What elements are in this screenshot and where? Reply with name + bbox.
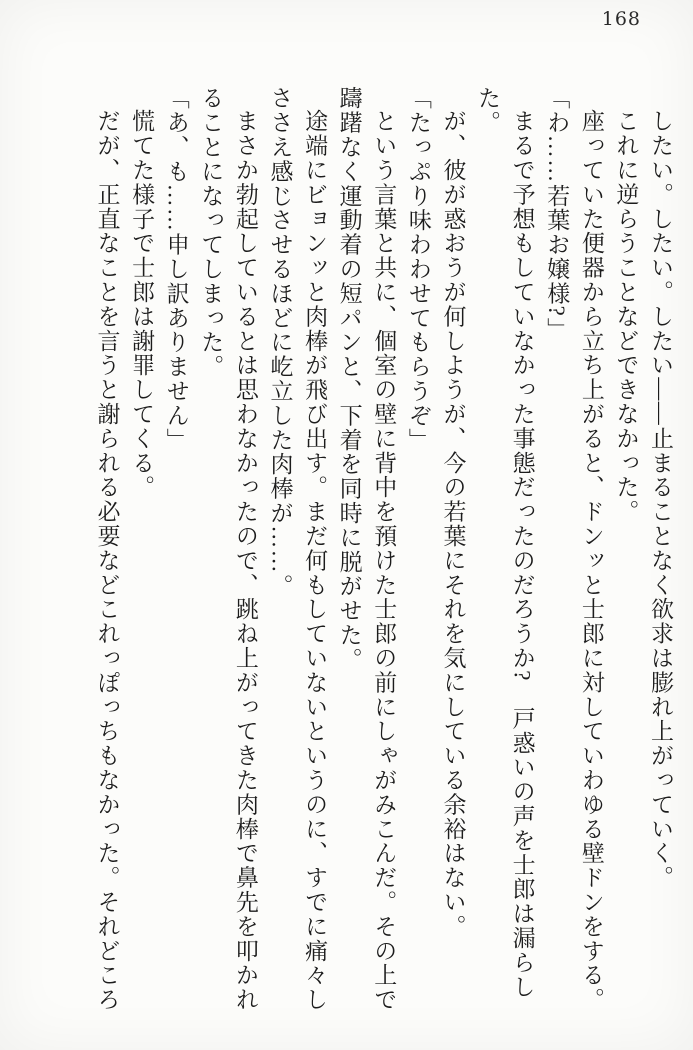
paragraph: という言葉と共に、個室の壁に背中を預けた士郎の前にしゃがみこんだ。その上で躊躇なく運動着の短パンと、下着を同時に脱がせた。 [336, 86, 397, 1012]
body-text [71, 86, 677, 1018]
paragraph: 慌てた様子で士郎は謝罪してくる。 [129, 109, 155, 500]
paragraph: 「あ、も……申し訳ありません」 [163, 86, 189, 452]
paragraph: だが、正直なことを言うと謝られる必要などこれっぽっちもなかった。それどころ [94, 109, 120, 1012]
paragraph: 「たっぷり味わわせてもらうぞ」 [405, 86, 431, 452]
paragraph: これに逆らうことなどできなかった。 [613, 109, 639, 524]
paragraph: まるで予想もしていなかった事態だったのだろうか? 戸惑いの声を士郎は漏らした。 [475, 86, 535, 1000]
paragraph: が、彼が惑おうが何しようが、今の若葉にそれを気にしている余裕はない。 [440, 109, 466, 939]
paragraph: 「わ……若葉お嬢様?」 [544, 86, 570, 342]
paragraph: まさか勃起しているとは思わなかったので、跳ね上がってきた肉棒で鼻先を叩かれることになってしまった。 [198, 86, 258, 1012]
page-number: 168 [601, 8, 641, 30]
paragraph: したい。したい。したい――止まることなく欲求は膨れ上がっていく。 [648, 109, 673, 890]
paragraph: 途端にビョンッと肉棒が飛び出す。まだ何もしていないというのに、すでに痛々しささえ感じさせるほどに屹立した肉棒が……。 [267, 86, 328, 1012]
paragraph: 座っていた便器から立ち上がると、ドンッと士郎に対していわゆる壁ドンをする。 [578, 109, 604, 1012]
